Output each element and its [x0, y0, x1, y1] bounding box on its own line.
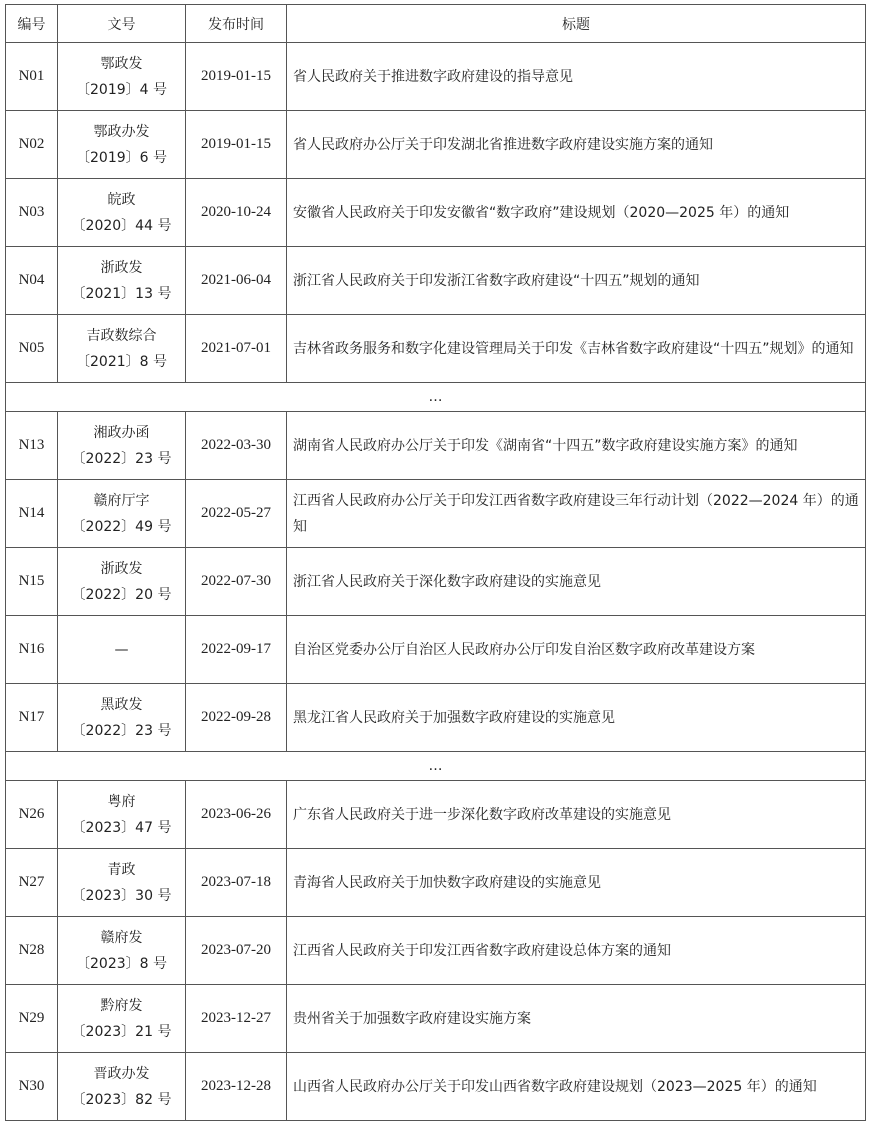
ellipsis-cell: …: [6, 383, 866, 412]
header-doc-no: 文号: [58, 5, 186, 43]
table-row: [6, 43, 866, 111]
row-doc-no: [58, 548, 186, 616]
doc-no-line-1: 赣府厅字: [93, 492, 150, 509]
table-row: [6, 849, 866, 917]
doc-no-line-2: 〔2022〕23 号: [71, 722, 172, 739]
doc-no-line-1: 皖政: [107, 191, 136, 208]
row-doc-no: [58, 849, 186, 917]
header-date: 发布时间: [186, 5, 287, 43]
row-id: N16: [6, 616, 58, 684]
doc-no-line-2: 〔2021〕8 号: [76, 353, 167, 370]
doc-no-line-1: 湘政办函: [93, 424, 150, 441]
table-row: [6, 1053, 866, 1121]
table-row: [6, 247, 866, 315]
row-date: 2020-10-24: [186, 179, 287, 247]
doc-no-line-2: 〔2020〕44 号: [71, 217, 172, 234]
row-title: 青海省人民政府关于加快数字政府建设的实施意见: [287, 849, 866, 917]
doc-no-line-1: 浙政发: [100, 259, 143, 276]
row-date: 2023-06-26: [186, 781, 287, 849]
row-id: N15: [6, 548, 58, 616]
row-doc-no: [58, 111, 186, 179]
table-row: [6, 548, 866, 616]
row-title: 黑龙江省人民政府关于加强数字政府建设的实施意见: [287, 684, 866, 752]
ellipsis-cell: …: [6, 752, 866, 781]
row-title: 江西省人民政府办公厅关于印发江西省数字政府建设三年行动计划（2022—2024 年）的通知: [287, 480, 866, 548]
doc-no-line-2: 〔2023〕8 号: [76, 955, 167, 972]
doc-no-line-2: 〔2022〕23 号: [71, 450, 172, 467]
row-id: N05: [6, 315, 58, 383]
row-doc-no: [58, 985, 186, 1053]
row-id: N13: [6, 412, 58, 480]
row-date: 2022-03-30: [186, 412, 287, 480]
row-doc-no: [58, 412, 186, 480]
row-doc-no: [58, 315, 186, 383]
row-doc-no: [58, 781, 186, 849]
table-row: [6, 412, 866, 480]
row-title: 山西省人民政府办公厅关于印发山西省数字政府建设规划（2023—2025 年）的通知: [287, 1053, 866, 1121]
row-id: N30: [6, 1053, 58, 1121]
row-date: 2022-09-28: [186, 684, 287, 752]
row-id: N27: [6, 849, 58, 917]
doc-no-line-1: 黔府发: [100, 997, 143, 1014]
row-doc-no: [58, 43, 186, 111]
table-row: [6, 480, 866, 548]
doc-no-line-1: 赣府发: [100, 929, 143, 946]
row-id: N26: [6, 781, 58, 849]
doc-no-line-1: 黑政发: [100, 696, 143, 713]
row-title: 安徽省人民政府关于印发安徽省“数字政府”建设规划（2020—2025 年）的通知: [287, 179, 866, 247]
doc-no-line-1: 青政: [107, 861, 136, 878]
doc-no-line-1: 晋政办发: [93, 1065, 150, 1082]
row-date: 2021-07-01: [186, 315, 287, 383]
row-title: 江西省人民政府关于印发江西省数字政府建设总体方案的通知: [287, 917, 866, 985]
row-date: 2023-12-27: [186, 985, 287, 1053]
doc-no-line-2: 〔2023〕82 号: [71, 1091, 172, 1108]
row-date: 2021-06-04: [186, 247, 287, 315]
doc-no-line-2: 〔2022〕49 号: [71, 518, 172, 535]
row-title: 贵州省关于加强数字政府建设实施方案: [287, 985, 866, 1053]
row-id: N17: [6, 684, 58, 752]
doc-no-line-2: 〔2019〕4 号: [76, 81, 167, 98]
table-body: [6, 43, 866, 1121]
row-id: N28: [6, 917, 58, 985]
ellipsis-row: [6, 752, 866, 781]
table-row: [6, 781, 866, 849]
doc-no-line-2: 〔2021〕13 号: [71, 285, 172, 302]
row-doc-no: [58, 480, 186, 548]
row-date: 2023-12-28: [186, 1053, 287, 1121]
row-title: 湖南省人民政府办公厅关于印发《湖南省“十四五”数字政府建设实施方案》的通知: [287, 412, 866, 480]
ellipsis-row: [6, 383, 866, 412]
row-date: 2022-07-30: [186, 548, 287, 616]
row-id: N14: [6, 480, 58, 548]
table-row: [6, 917, 866, 985]
row-date: 2022-09-17: [186, 616, 287, 684]
row-date: 2023-07-18: [186, 849, 287, 917]
row-title: 浙江省人民政府关于印发浙江省数字政府建设“十四五”规划的通知: [287, 247, 866, 315]
doc-no-line-2: 〔2023〕47 号: [71, 819, 172, 836]
table-row: [6, 985, 866, 1053]
doc-no-line-1: 吉政数综合: [86, 327, 157, 344]
header-row: [6, 5, 866, 43]
row-id: N01: [6, 43, 58, 111]
doc-no-line-2: 〔2023〕30 号: [71, 887, 172, 904]
table-row: [6, 111, 866, 179]
doc-no-line-1: —: [114, 641, 129, 658]
doc-no-line-1: 鄂政办发: [93, 123, 150, 140]
table-row: [6, 684, 866, 752]
row-date: 2022-05-27: [186, 480, 287, 548]
row-date: 2023-07-20: [186, 917, 287, 985]
row-title: 自治区党委办公厅自治区人民政府办公厅印发自治区数字政府改革建设方案: [287, 616, 866, 684]
row-id: N03: [6, 179, 58, 247]
row-id: N29: [6, 985, 58, 1053]
table-row: [6, 616, 866, 684]
header-id: 编号: [6, 5, 58, 43]
row-title: 广东省人民政府关于进一步深化数字政府改革建设的实施意见: [287, 781, 866, 849]
row-title: 省人民政府办公厅关于印发湖北省推进数字政府建设实施方案的通知: [287, 111, 866, 179]
row-doc-no: [58, 1053, 186, 1121]
row-date: 2019-01-15: [186, 111, 287, 179]
row-title: 省人民政府关于推进数字政府建设的指导意见: [287, 43, 866, 111]
doc-no-line-2: 〔2023〕21 号: [71, 1023, 172, 1040]
row-title: 浙江省人民政府关于深化数字政府建设的实施意见: [287, 548, 866, 616]
row-doc-no: [58, 179, 186, 247]
row-title: 吉林省政务服务和数字化建设管理局关于印发《吉林省数字政府建设“十四五”规划》的通知: [287, 315, 866, 383]
doc-no-line-2: 〔2019〕6 号: [76, 149, 167, 166]
row-doc-no: [58, 247, 186, 315]
doc-no-line-1: 鄂政发: [100, 55, 143, 72]
doc-no-line-1: 浙政发: [100, 560, 143, 577]
doc-no-line-1: 粤府: [107, 793, 136, 810]
row-doc-no: [58, 616, 186, 684]
table-row: [6, 315, 866, 383]
row-doc-no: [58, 917, 186, 985]
policy-table: [5, 4, 866, 1121]
row-doc-no: [58, 684, 186, 752]
doc-no-line-2: 〔2022〕20 号: [71, 586, 172, 603]
row-id: N02: [6, 111, 58, 179]
row-date: 2019-01-15: [186, 43, 287, 111]
table-row: [6, 179, 866, 247]
row-id: N04: [6, 247, 58, 315]
header-title: 标题: [287, 5, 866, 43]
